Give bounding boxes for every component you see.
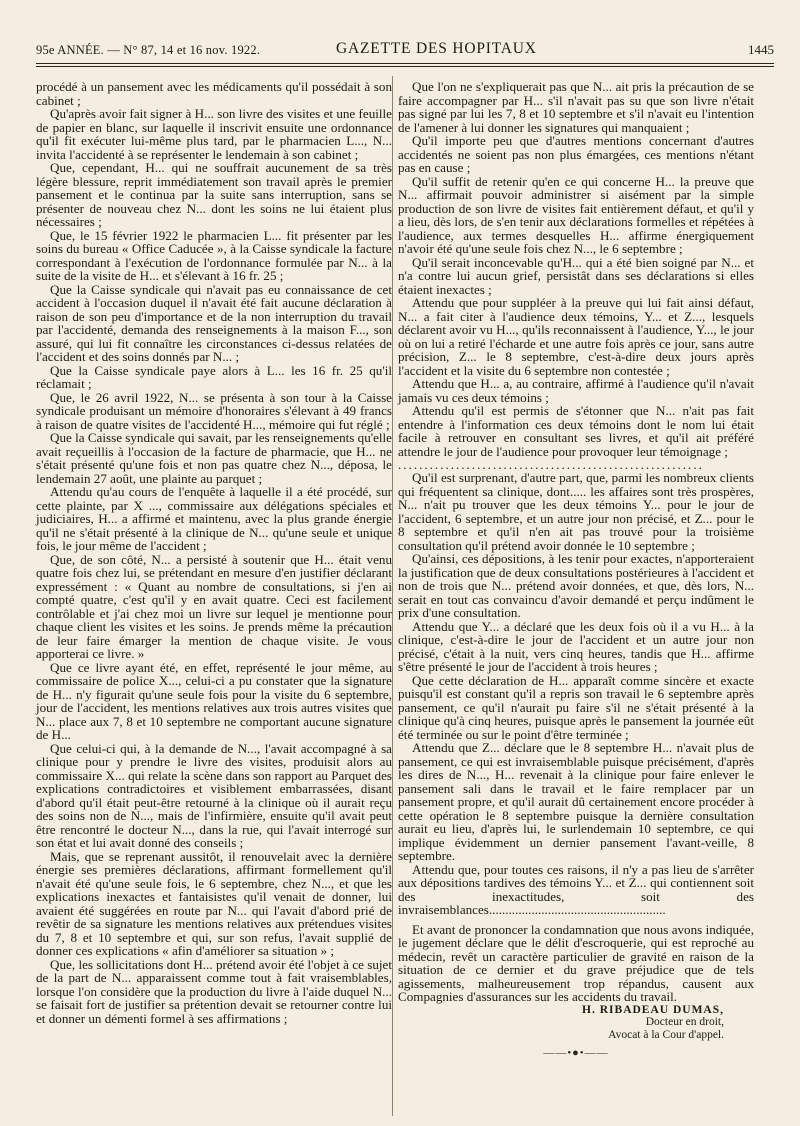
paragraph: Et avant de prononcer la condamnation que nous avons indiquée, le jugement déclare que le délit d'escroquerie, qui est reproché au médecin, revêt un caractère particulier de gravité en raison de la situation de ce dernier et du grave préjudice que de tels agissements, malheureusement trop répandus, causent aux Compagnies d'assurances sur les accidents du travail. [398,921,754,1004]
paragraph: Qu'il importe peu que d'autres mentions concernant d'autres accidentés ne soient pas non plus émargées, ces mentions n'étant pas en cause ; [398,133,754,175]
paragraph: Que la Caisse syndicale qui savait, par les renseignements qu'elle avait reçueillis à l'occasion de la facture de pharmacie, que H... ne s'était présenté qu'une fois et non pas quatre chez N..., déposa, le lendemain 27 août, une plainte au parquet ; [36,430,392,486]
author-name: H. RIBADEAU DUMAS, [582,1003,724,1016]
header-rule [36,63,774,64]
paragraph: Que, de son côté, N... a persisté à soutenir que H... était venu quatre fois chez lui, se prétendant en mesure d'en justifier déclarant expressément : « Quant au nombre de consultations, si j'en ai compté quatre, c'est qu'il y en avait quatre. Ceci est facilement contrôlable et j'ai chez moi un livre sur lequel je mentionne pour chaque client les visites et les soins. Je prends même la précaution de leur faire émarger la mention de chaque visite. Je vous apporterai ce livre. » [36,551,392,661]
paragraph: procédé à un pansement avec les médicaments qu'il possédait à son cabinet ; [36,79,392,108]
paragraph: Attendu que Y... a déclaré que les deux fois où il a vu H... à la clinique, c'est-à-dire le jour de l'accident et un autre jour non précisé, c'était à la nuit, vers cinq heures, tandis que H... affirme s'être présenté le jour de l'accident à trois heures ; [398,618,754,674]
signature-block [398,1004,754,1042]
end-ornament: ——•●•—— [543,1047,609,1059]
paragraph: Attendu que Z... déclare que le 8 septembre H... n'avait plus de pansement, ce qui est invraisemblable puisque précisément, d'après les dires de N..., H... revenait à la clinique pour faire enlever le pansement sali dans le travail et le faire remplacer par un pansement propre, et qu'il aurait dû certainement encore procéder à cette opération le 8 septembre puisque la dernière consultation aurait eu lieu, d'après lui, le surlendemain 10 septembre, ce qui implique évidemment un dernier pansement l'avant-veille, 8 septembre. [398,740,754,863]
paragraph: Qu'ainsi, ces dépositions, à les tenir pour exactes, n'apporteraient la justification que de deux consultations postérieures à l'accident et non de trois que N... prétend avoir données, et que, dès lors, N... serait en tout cas convaincu d'avoir demandé et perçu indûment le prix d'une consultation. [398,551,754,620]
paragraph: Qu'il est surprenant, d'autre part, que, parmi les nombreux clients qui fréquentent sa clinique, dont..... les affaires sont très prospères, N... n'ait pu trouver que les deux témoins Y... pour le jour de l'accident, 6 septembre, et un autre jour non précisé, et Z... pour le 8 septembre et qu'il n'en ait pas trouvé pour la troisième consultation qu'il prétend avoir donnée le 10 septembre ; [398,470,754,553]
paragraph: Attendu que, pour toutes ces raisons, il n'y a pas lieu de s'arrêter aux dépositions tardives des témoins Y... et Z... qui contiennent soit des inexactitudes, soit des invraisemblances...................................................... [398,861,754,917]
dotted-separator: .......................................................... [398,458,704,471]
author-affiliation: Avocat à la Cour d'appel. [608,1028,724,1041]
left-column [36,80,392,1025]
paragraph: Attendu que H... a, au contraire, affirmé à l'audience qu'il n'avait jamais vu ces deux témoins ; [398,376,754,405]
journal-title: GAZETTE DES HOPITAUX [336,40,537,57]
paragraph: Qu'après avoir fait signer à H... son livre des visites et une feuille de papier en blanc, sur laquelle il inscrivit ensuite une ordonnance qu'il fit exécuter lui-même plus tard, par le pharmacien L..., N... invita l'accidenté à se représenter le lendemain à son cabinet ; [36,106,392,162]
paragraph: Qu'il suffit de retenir qu'en ce qui concerne H... la preuve que N... affirmait pouvoir administrer si aisément par la simple production de son livre de visites fait entièrement défaut, et qu'il y a lieu, dès lors, de s'en tenir aux déclarations formelles et répétées à l'audience, aux termes desquelles H... affirme énergiquement n'avoir été qu'une seule fois chez N..., le 6 septembre ; [398,173,754,256]
paragraph: Que celui-ci qui, à la demande de N..., l'avait accompagné à sa clinique pour y prendre le livre des visites, produisit alors au commissaire X... qui relate la scène dans son rapport au Parquet des explications contradictoires et visiblement embarrassées, disant d'abord qu'il était peut-être retourné à la clinique où il aurait reçu des soins non de N..., mais de l'infirmière, ensuite qu'il avait peut être rencontré le docteur N..., dans la rue, qui l'avait interrogé sur son état et lui avait donné des conseils ; [36,740,392,850]
issue-info: 95e ANNÉE. — N° 87, 14 et 16 nov. 1922. [36,43,261,57]
right-column [398,80,754,1061]
paragraph: Qu'il serait inconcevable qu'H... qui a été bien soigné par N... et n'a contre lui aucun grief, persistât dans ses déclarations si elles étaient inexactes ; [398,254,754,297]
paragraph: Que cette déclaration de H... apparaît comme sincère et exacte puisqu'il est constant qu'il a repris son travail le 6 septembre après pansement, ce qu'il n'aurait pu faire s'il ne s'était présenté à la clinique qu'à cinq heures, puisque après le pansement la journée eût été terminée ou sur le point d'être terminée ; [398,672,754,742]
paragraph: Que la Caisse syndicale paye alors à L... les 16 fr. 25 qu'il réclamait ; [36,362,392,391]
paragraph: Attendu qu'il est permis de s'étonner que N... n'ait pas fait entendre à l'information ces deux témoins dont le nom lui était facile à retrouver en consultant ses livres, et qu'il ait préféré attendre le jour de l'audience pour provoquer leur témoignage ; [398,403,754,459]
page-header [36,38,774,62]
paragraph: Que, le 15 février 1922 le pharmacien L... fit présenter par les soins du bureau « Office Caducée », à la Caisse syndicale la facture correspondant à l'exécution de l'ordonnance formulée par N... à la suite de la visite de H... et s'élevant à 16 fr. 25 ; [36,227,392,283]
header-rule-thin [36,66,774,67]
paragraph: Que, le 26 avril 1922, N... se présenta à son tour à la Caisse syndicale produisant un mémoire d'honoraires s'élevant à 49 francs à raison de quatre visites de l'accidenté H..., mémoire qui fut réglé ; [36,389,392,432]
paragraph: Que ce livre ayant été, en effet, représenté le jour même, au commissaire de police X..., celui-ci a pu constater que la signature de H... n'y figurait qu'une seule fois pour la visite du 6 septembre, jour de l'accident, les mentions relatives aux trois autres visites que N... place aux 7, 8 et 10 septembre ne comportant aucune signature de H... [36,659,392,742]
paragraph: Attendu que pour suppléer à la preuve qui lui fait ainsi défaut, N... a fait citer à l'audience deux témoins, Y... et Z..., lesquels déclarent avoir vu H..., qu'ils reconnaissent à l'audience, Y..., le jour où on lui a retiré l'écharde et une autre fois après ce jour, sans autre précision, Z... le 8 septembre, c'est-à-dire deux jours après l'accident et la visite du 6 septembre non contestée ; [398,295,754,378]
paragraph: Mais, que se reprenant aussitôt, il renouvelait avec la dernière énergie ses premières déclarations, affirmant formellement qu'il n'avait été qu'une seule fois, le 6 septembre, chez N..., et que les explications inexactes et fantaisistes qu'il venait de donner, lui avaient été suggérées en route par N... qui l'avait d'abord prié de revêtir de sa signature les mentions relatives aux prétendues visites du 7, 8 et 10 septembre et qui, sur son refus, l'avait supplié de donner ces explications « afin d'améliorer sa situation » ; [36,848,392,958]
paragraph: Attendu qu'au cours de l'enquête à laquelle il a été procédé, sur cette plainte, par X ..., commissaire aux délégations spéciales et judiciaires, H... a affirmé et maintenu, avec la plus grande énergie qu'il ne s'était présenté à la clinique de N... qu'une seule et unique fois, le jour même de l'accident ; [36,484,392,553]
page-number: 1445 [748,42,774,57]
paragraph: Que la Caisse syndicale qui n'avait pas eu connaissance de cet accident à l'occasion duquel il n'avait été fait aucune déclaration à raison de son peu d'importance et de la non interruption du travail par l'accidenté, demanda des renseignements à la maison F..., son assuré, qui lui fit connaître les circonstances ci-dessus relatées de l'accident et des soins donnés par N... ; [36,281,392,364]
paragraph: Que l'on ne s'expliquerait pas que N... ait pris la précaution de se faire accompagner par H... s'il n'avait pas su que son livre n'était pas signé par lui les 7, 8 et 10 septembre et s'il n'avait eu l'intention de l'amener à lui donner les signatures qui manquaient ; [398,79,754,135]
author-title: Docteur en droit, [645,1016,724,1028]
paragraph: Que, les sollicitations dont H... prétend avoir été l'objet à ce sujet de la part de N... apparaissent comme tout à fait vraisemblables, lorsque l'on considère que la production du livre à l'aide duquel N... se faisait fort de justifier sa prétention devait se retourner contre lui et donner un démenti formel à ses affirmations ; [36,956,392,1026]
paragraph: Que, cependant, H... qui ne souffrait aucunement de sa très légère blessure, reprit immédiatement son travail après le premier pansement et le continua par la suite sans interruption, sans se présenter de nouveau chez N... dont les soins ne lui étaient plus nécessaires ; [36,160,392,229]
column-divider [392,76,393,1116]
